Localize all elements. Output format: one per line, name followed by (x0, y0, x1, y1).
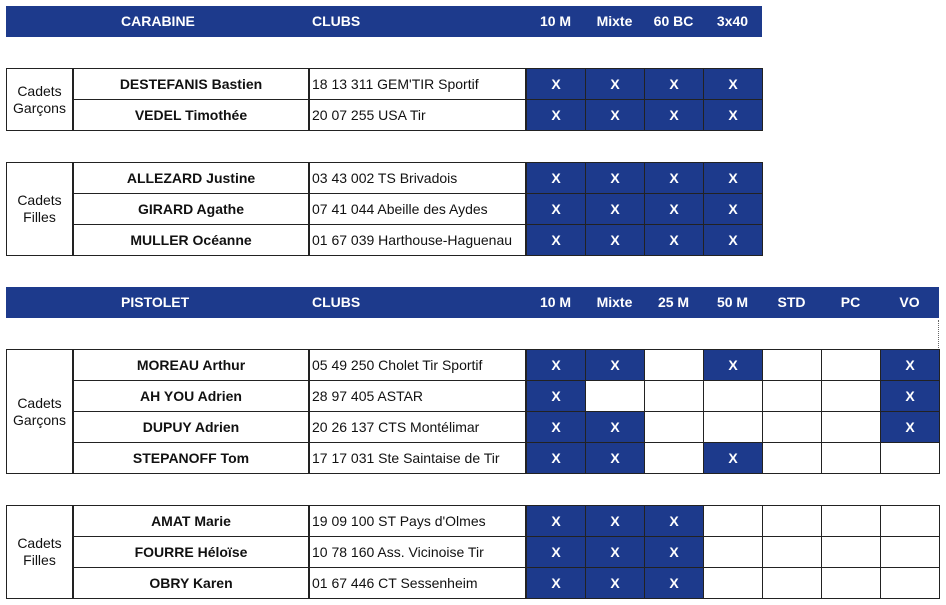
event-mark-cell: X (703, 349, 763, 381)
event-mark-cell (821, 349, 881, 381)
event-mark-cell: X (644, 567, 704, 599)
athlete-name: DESTEFANIS Bastien (73, 68, 309, 100)
event-mark-cell (880, 536, 940, 568)
athlete-name: AMAT Marie (73, 505, 309, 537)
athlete-name: AH YOU Adrien (73, 380, 309, 412)
event-mark-cell (703, 380, 763, 412)
event-mark-cell: X (880, 411, 940, 443)
event-mark-cell: X (585, 162, 645, 194)
pistolet-clubs-header: CLUBS (312, 294, 361, 310)
carabine-header (6, 6, 762, 37)
event-mark-cell (762, 567, 822, 599)
event-mark-cell (762, 536, 822, 568)
event-mark-cell: X (526, 162, 586, 194)
event-mark-cell (762, 442, 822, 474)
club-cell: 05 49 250 Cholet Tir Sportif (309, 349, 526, 381)
carabine-title: CARABINE (121, 13, 195, 29)
category-cell: Cadets Filles (6, 505, 73, 599)
pistolet-event-header: VO (899, 294, 920, 310)
pistolet-event-header: Mixte (596, 294, 633, 310)
event-mark-cell (762, 349, 822, 381)
event-mark-cell (703, 567, 763, 599)
event-mark-cell: X (526, 224, 586, 256)
event-mark-cell: X (644, 224, 704, 256)
club-cell: 18 13 311 GEM'TIR Sportif (309, 68, 526, 100)
club-cell: 01 67 446 CT Sessenheim (309, 567, 526, 599)
athlete-name: STEPANOFF Tom (73, 442, 309, 474)
event-mark-cell: X (526, 349, 586, 381)
pistolet-event-header: 50 M (716, 294, 749, 310)
club-cell: 28 97 405 ASTAR (309, 380, 526, 412)
event-mark-cell (703, 536, 763, 568)
event-mark-cell: X (644, 193, 704, 225)
pistolet-header (6, 287, 939, 318)
event-mark-cell (821, 567, 881, 599)
event-mark-cell: X (585, 68, 645, 100)
event-mark-cell: X (526, 380, 586, 412)
event-mark-cell (762, 505, 822, 537)
athlete-name: GIRARD Agathe (73, 193, 309, 225)
event-mark-cell: X (703, 68, 763, 100)
event-mark-cell: X (644, 505, 704, 537)
event-mark-cell (880, 442, 940, 474)
event-mark-cell: X (526, 567, 586, 599)
event-mark-cell (644, 411, 704, 443)
pistolet-title: PISTOLET (121, 294, 190, 310)
carabine-event-header: 3x40 (716, 13, 749, 29)
athlete-name: MOREAU Arthur (73, 349, 309, 381)
event-mark-cell: X (526, 99, 586, 131)
carabine-clubs-header: CLUBS (312, 13, 361, 29)
event-mark-cell: X (585, 99, 645, 131)
event-mark-cell: X (526, 442, 586, 474)
event-mark-cell (703, 505, 763, 537)
event-mark-cell: X (526, 411, 586, 443)
event-mark-cell: X (644, 68, 704, 100)
event-mark-cell: X (880, 349, 940, 381)
athlete-name: MULLER Océanne (73, 224, 309, 256)
event-mark-cell: X (644, 536, 704, 568)
pistolet-event-header: PC (840, 294, 861, 310)
event-mark-cell: X (703, 224, 763, 256)
event-mark-cell: X (526, 505, 586, 537)
club-cell: 07 41 044 Abeille des Aydes (309, 193, 526, 225)
divider-dotted (938, 320, 939, 348)
pistolet-event-header: STD (777, 294, 806, 310)
club-cell: 17 17 031 Ste Saintaise de Tir (309, 442, 526, 474)
event-mark-cell: X (526, 536, 586, 568)
athlete-name: FOURRE Héloïse (73, 536, 309, 568)
event-mark-cell: X (585, 505, 645, 537)
event-mark-cell (880, 505, 940, 537)
club-cell: 20 26 137 CTS Montélimar (309, 411, 526, 443)
carabine-event-header: 10 M (539, 13, 572, 29)
event-mark-cell (821, 380, 881, 412)
club-cell: 10 78 160 Ass. Vicinoise Tir (309, 536, 526, 568)
club-cell: 20 07 255 USA Tir (309, 99, 526, 131)
event-mark-cell: X (585, 442, 645, 474)
event-mark-cell (821, 442, 881, 474)
carabine-event-header: 60 BC (653, 13, 694, 29)
event-mark-cell: X (703, 193, 763, 225)
event-mark-cell (644, 442, 704, 474)
event-mark-cell: X (526, 68, 586, 100)
category-cell: Cadets Garçons (6, 68, 73, 131)
event-mark-cell (762, 411, 822, 443)
event-mark-cell: X (585, 349, 645, 381)
pistolet-event-header: 25 M (657, 294, 690, 310)
event-mark-cell (762, 380, 822, 412)
athlete-name: VEDEL Timothée (73, 99, 309, 131)
carabine-event-header: Mixte (596, 13, 633, 29)
event-mark-cell (821, 411, 881, 443)
event-mark-cell: X (585, 193, 645, 225)
event-mark-cell (585, 380, 645, 412)
event-mark-cell: X (880, 380, 940, 412)
event-mark-cell (821, 536, 881, 568)
event-mark-cell (644, 349, 704, 381)
athlete-name: DUPUY Adrien (73, 411, 309, 443)
event-mark-cell: X (585, 536, 645, 568)
event-mark-cell: X (644, 99, 704, 131)
event-mark-cell: X (585, 411, 645, 443)
club-cell: 01 67 039 Harthouse-Haguenau (309, 224, 526, 256)
club-cell: 03 43 002 TS Brivadois (309, 162, 526, 194)
event-mark-cell: X (644, 162, 704, 194)
athlete-name: ALLEZARD Justine (73, 162, 309, 194)
category-cell: Cadets Garçons (6, 349, 73, 474)
event-mark-cell (703, 411, 763, 443)
event-mark-cell (821, 505, 881, 537)
pistolet-event-header: 10 M (539, 294, 572, 310)
event-mark-cell: X (703, 99, 763, 131)
event-mark-cell: X (585, 224, 645, 256)
athlete-name: OBRY Karen (73, 567, 309, 599)
category-cell: Cadets Filles (6, 162, 73, 256)
event-mark-cell (880, 567, 940, 599)
event-mark-cell: X (526, 193, 586, 225)
club-cell: 19 09 100 ST Pays d'Olmes (309, 505, 526, 537)
event-mark-cell: X (703, 442, 763, 474)
event-mark-cell: X (585, 567, 645, 599)
event-mark-cell: X (703, 162, 763, 194)
event-mark-cell (644, 380, 704, 412)
